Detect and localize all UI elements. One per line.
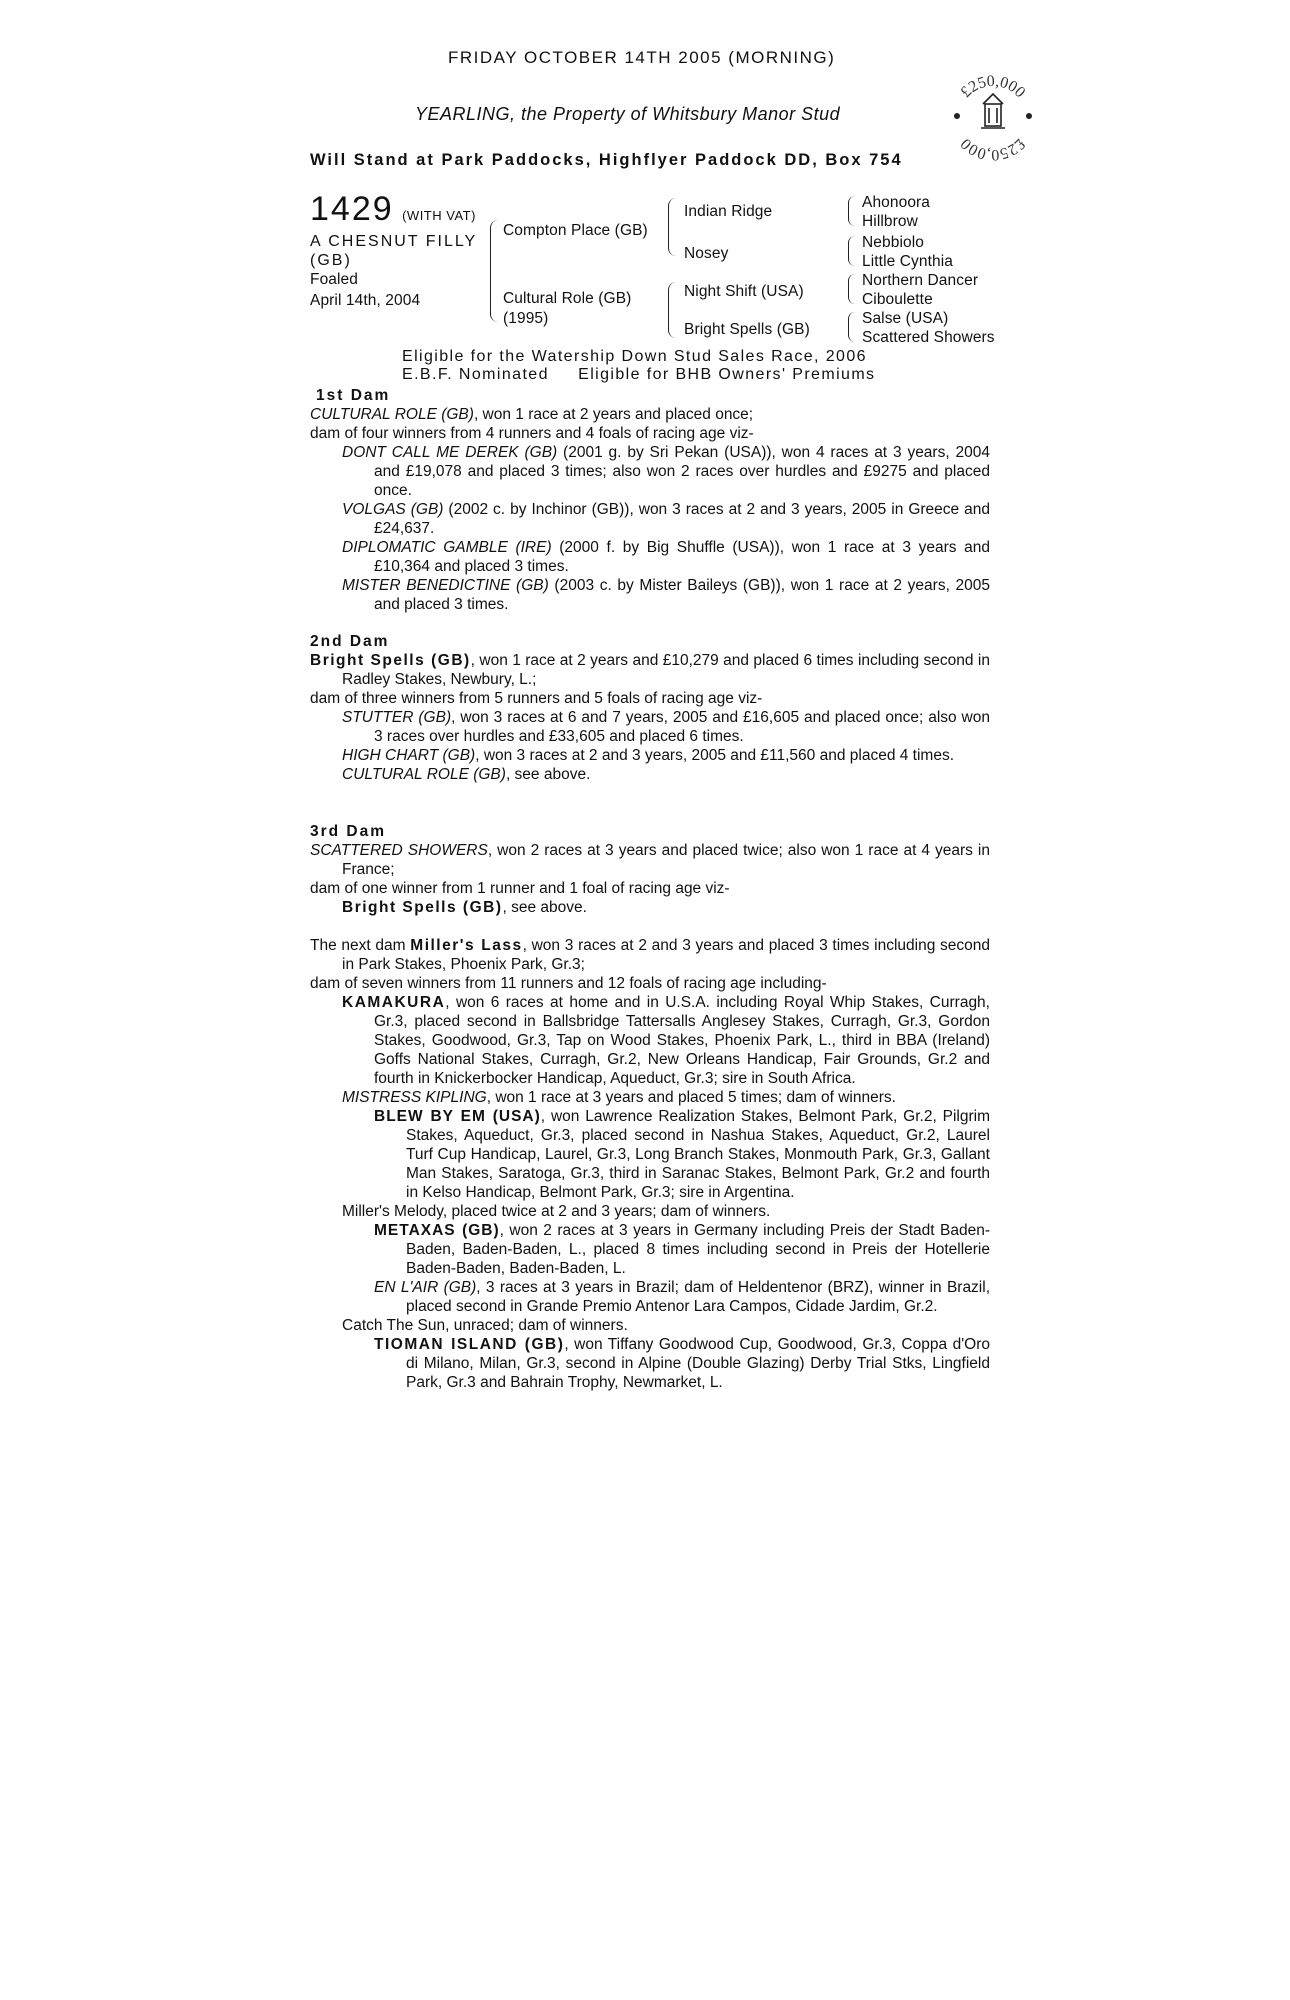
svg-text:£250,000: £250,000 (957, 134, 1029, 163)
next-dam-record: The next dam Miller's Lass, won 3 races at 2 and 3 years and placed 3 times including second in Park Stakes, Phoenix Park, Gr.3; (310, 937, 990, 973)
second-dam-heading: 2nd Dam (310, 633, 390, 650)
progeny-item: CULTURAL ROLE (GB), see above. (342, 766, 591, 783)
pedigree-dam: Cultural Role (GB) (503, 290, 632, 307)
eligibility-line-2: E.B.F. Nominated Eligible for BHB Owners' Premiums (402, 366, 876, 383)
pedigree-sdd: Little Cynthia (862, 253, 954, 270)
progeny-item: DIPLOMATIC GAMBLE (IRE) (2000 f. by Big Shuffle (USA)), won 1 race at 3 years and £10,364 and placed 3 times. (342, 539, 990, 575)
pedigree-brace-dd (848, 312, 855, 342)
third-dam-record: SCATTERED SHOWERS, won 2 races at 3 years and placed twice; also won 1 race at 4 years in France; (310, 842, 990, 878)
sale-date: FRIDAY OCTOBER 14TH 2005 (MORNING) (448, 48, 836, 67)
progeny-item: Bright Spells (GB), see above. (342, 899, 587, 916)
pedigree-brace-sire (668, 198, 676, 256)
first-dam-dam-of: dam of four winners from 4 runners and 4 foals of racing age viz- (310, 425, 754, 442)
pedigree-sire-dam: Nosey (684, 245, 729, 262)
progeny-item: DONT CALL ME DEREK (GB) (2001 g. by Sri Pekan (USA)), won 4 races at 3 years, 2004 and £19,078 and placed 3 times; also won 2 races over hurdles and £9275 and placed once. (342, 444, 990, 499)
first-dam-record: CULTURAL ROLE (GB), won 1 race at 2 years and placed once; (310, 406, 754, 423)
third-dam-section (310, 822, 990, 917)
pedigree-ddd: Scattered Showers (862, 329, 995, 346)
progeny-item: METAXAS (GB), won 2 races at 3 years in Germany including Preis der Stadt Baden-Baden, Baden-Baden, L., placed 8 times including second in Preis der Hotellerie Baden-Baden, Baden-Baden, L. (374, 1222, 990, 1277)
pedigree-brace-ds (848, 274, 855, 304)
next-dam-section (310, 936, 990, 1392)
progeny-item: BLEW BY EM (USA), won Lawrence Realization Stakes, Belmont Park, Gr.2, Pilgrim Stakes, Aqueduct, Gr.3, placed second in Nashua Stakes, Aqueduct, Gr.2, Laurel Turf Cup Handicap, Laurel, Gr.3, Long Branch Stakes, Monmouth Park, Gr.3, Gallant Man Stakes, Saratoga, Gr.3, third in Saranac Stakes, Belmont Park, Gr.2 and fourth in Kelso Handicap, Belmont Park, Gr.3; sire in Argentina. (374, 1108, 990, 1201)
progeny-item: HIGH CHART (GB), won 3 races at 2 and 3 years, 2005 and £11,560 and placed 4 times. (342, 747, 955, 764)
svg-text:£250,000: £250,000 (957, 72, 1029, 102)
pedigree-brace-ss (848, 196, 855, 226)
pedigree-sds: Nebbiolo (862, 234, 924, 251)
progeny-item: STUTTER (GB), won 3 races at 6 and 7 years, 2005 and £16,605 and placed once; also won 3 races over hurdles and £33,605 and placed 6 times. (342, 709, 990, 745)
progeny-item: EN L'AIR (GB), 3 races at 3 years in Brazil; dam of Heldentenor (BRZ), winner in Brazil, placed second in Grande Premio Antenor Lara Campos, Cidade Jardim, Gr.2. (374, 1279, 991, 1315)
property-line: YEARLING, the Property of Whitsbury Manor Stud (415, 104, 841, 124)
foaled-date: April 14th, 2004 (310, 292, 421, 309)
next-dam-dam-of: dam of seven winners from 11 runners and 12 foals of racing age including- (310, 975, 827, 992)
progeny-item: VOLGAS (GB) (2002 c. by Inchinor (GB)), won 3 races at 2 and 3 years, 2005 in Greece and £24,637. (342, 501, 990, 537)
first-dam-section (310, 386, 990, 614)
pedigree-dam-year: (1995) (503, 310, 549, 327)
third-dam-heading: 3rd Dam (310, 823, 387, 840)
pedigree-sire: Compton Place (GB) (503, 222, 648, 239)
eligibility-line-1: Eligible for the Watership Down Stud Sales Race, 2006 (402, 348, 867, 365)
pedigree-sss: Ahonoora (862, 194, 931, 211)
second-dam-record: Bright Spells (GB), won 1 race at 2 years and £10,279 and placed 6 times including second in Radley Stakes, Newbury, L.; (310, 652, 990, 688)
pedigree-brace-dam (668, 282, 676, 338)
first-dam-heading: 1st Dam (316, 387, 391, 404)
third-dam-dam-of: dam of one winner from 1 runner and 1 foal of racing age viz- (310, 880, 730, 897)
pedigree-brace-sd (848, 236, 855, 266)
pedigree-dss: Northern Dancer (862, 272, 979, 289)
price-seal-icon (945, 68, 1040, 163)
stand-line: Will Stand at Park Paddocks, Highflyer Paddock DD, Box 754 (310, 151, 903, 169)
progeny-item: MISTRESS KIPLING, won 1 race at 3 years and placed 5 times; dam of winners. (342, 1089, 896, 1106)
pedigree-brace-main (490, 220, 499, 322)
lot-description: A CHESNUT FILLY (310, 233, 478, 250)
pedigree-dam-sire: Night Shift (USA) (684, 283, 804, 300)
second-dam-dam-of: dam of three winners from 5 runners and 5 foals of racing age viz- (310, 690, 763, 707)
second-dam-section (310, 632, 990, 784)
pedigree-dsd: Ciboulette (862, 291, 933, 308)
progeny-item: Catch The Sun, unraced; dam of winners. (342, 1317, 628, 1334)
pedigree-sire-sire: Indian Ridge (684, 203, 773, 220)
pedigree-dam-dam: Bright Spells (GB) (684, 321, 810, 338)
progeny-item: Miller's Melody, placed twice at 2 and 3 years; dam of winners. (342, 1203, 771, 1220)
lot-description-country: (GB) (310, 252, 352, 269)
progeny-item: TIOMAN ISLAND (GB), won Tiffany Goodwood Cup, Goodwood, Gr.3, Coppa d'Oro di Milano, Milan, Gr.3, second in Alpine (Double Glazing) Derby Trial Stks, Lingfield Park, Gr.3 and Bahrain Trophy, Newmarket, L. (374, 1336, 990, 1391)
pedigree-ssd: Hillbrow (862, 213, 918, 230)
foaled-label: Foaled (310, 271, 358, 288)
progeny-item: MISTER BENEDICTINE (GB) (2003 c. by Mister Baileys (GB)), won 1 race at 2 years, 2005 and placed 3 times. (342, 577, 990, 613)
pedigree-dds: Salse (USA) (862, 310, 949, 327)
progeny-item: KAMAKURA, won 6 races at home and in U.S.A. including Royal Whip Stakes, Curragh, Gr.3, placed second in Ballsbridge Tattersalls Anglesey Stakes, Curragh, Gr.3, Gordon Stakes, Goodwood, Gr.3, Tap on Wood Stakes, Phoenix Park, L., third in BBA (Ireland) Goffs National Stakes, Curragh, Gr.2, New Orleans Handicap, Fair Grounds, Gr.2 and fourth in Knickerbocker Handicap, Aqueduct, Gr.3; sire in South Africa. (342, 994, 990, 1087)
lot-number: 1429 (WITH VAT) (310, 190, 476, 228)
